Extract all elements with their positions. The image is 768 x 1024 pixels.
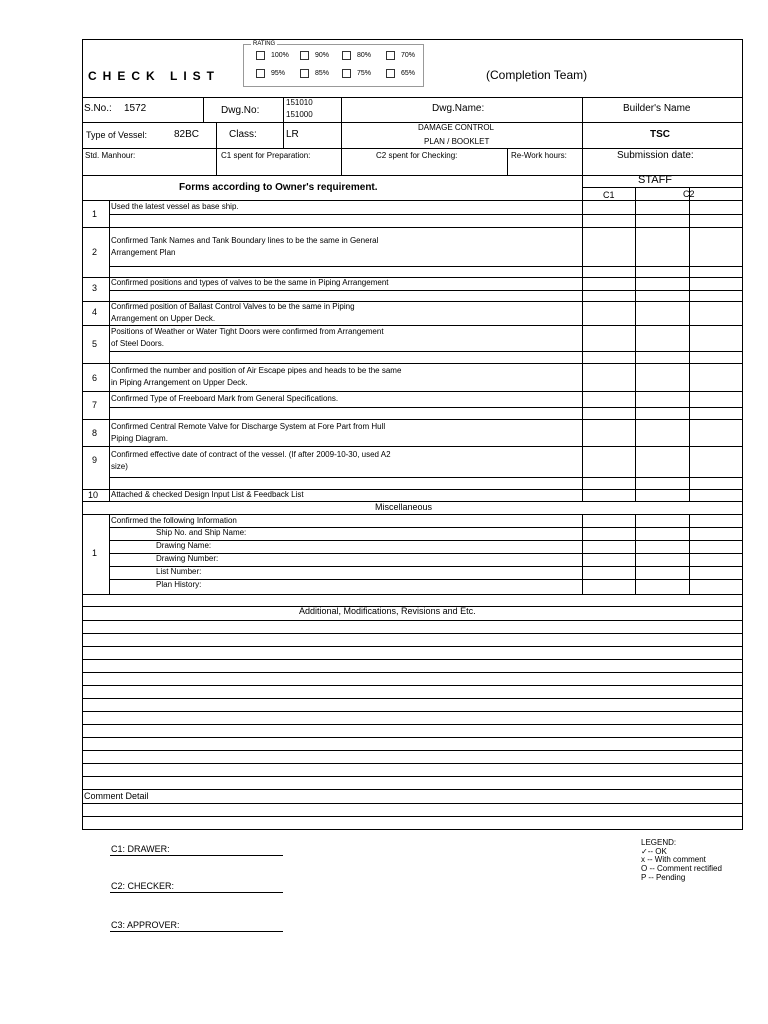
item-number: 8 bbox=[92, 428, 98, 438]
rework-label: Re-Work hours: bbox=[511, 151, 567, 160]
rating-80-checkbox[interactable] bbox=[342, 51, 351, 60]
divider bbox=[283, 97, 284, 122]
divider bbox=[341, 148, 342, 175]
item-number: 6 bbox=[92, 373, 98, 383]
checklist-item-text: Positions of Weather or Water Tight Doors were confirmed from Arrangement bbox=[111, 327, 384, 336]
divider bbox=[82, 659, 743, 660]
checklist-item-text: Confirmed position of Ballast Control Valves to be the same in Piping bbox=[111, 302, 355, 311]
class-label: Class: bbox=[229, 129, 257, 140]
item-number: 9 bbox=[92, 455, 98, 465]
class-value: LR bbox=[286, 129, 299, 140]
misc-subitem: Drawing Number: bbox=[156, 554, 219, 563]
rating-caption: RATING bbox=[253, 41, 276, 47]
checklist-item-text: Confirmed positions and types of valves to be the same in Piping Arrangement bbox=[111, 278, 389, 287]
item-number: 3 bbox=[92, 283, 98, 293]
item-number: 2 bbox=[92, 247, 98, 257]
divider bbox=[82, 763, 743, 764]
rating-90-checkbox[interactable] bbox=[300, 51, 309, 60]
divider bbox=[82, 711, 743, 712]
divider bbox=[82, 750, 743, 751]
checklist-item-text: Confirmed the number and position of Air Escape pipes and heads to be the same bbox=[111, 366, 402, 375]
check-cell-c2[interactable] bbox=[636, 490, 689, 501]
divider bbox=[203, 97, 204, 122]
misc-subitem: Plan History: bbox=[156, 580, 202, 589]
legend-pending: P -- Pending bbox=[641, 873, 686, 882]
check-cell-c2[interactable] bbox=[636, 201, 689, 227]
forms-heading: Forms according to Owner's requirement. bbox=[179, 182, 378, 193]
check-cell-c3[interactable] bbox=[690, 420, 743, 446]
builder-value: TSC bbox=[650, 129, 670, 140]
check-cell-c2[interactable] bbox=[636, 278, 689, 301]
divider bbox=[635, 187, 636, 501]
divider bbox=[283, 122, 284, 148]
divider bbox=[582, 97, 583, 201]
divider bbox=[82, 803, 743, 804]
legend-rectified: O -- Comment rectified bbox=[641, 864, 722, 873]
divider bbox=[82, 672, 743, 673]
check-cell-c1[interactable] bbox=[583, 392, 635, 419]
item-number: 4 bbox=[92, 307, 98, 317]
divider bbox=[109, 200, 110, 501]
comment-label: Comment Detail bbox=[84, 791, 149, 801]
rating-85-label: 85% bbox=[315, 70, 330, 77]
check-cell-c2[interactable] bbox=[636, 392, 689, 419]
check-cell-c1[interactable] bbox=[583, 364, 635, 391]
divider bbox=[82, 737, 743, 738]
staff-label: STAFF bbox=[638, 174, 673, 186]
checklist-item-text: Confirmed Central Remote Valve for Discharge System at Fore Part from Hull bbox=[111, 422, 386, 431]
item-number: 1 bbox=[92, 209, 98, 219]
check-cell-c1[interactable] bbox=[583, 201, 635, 227]
page-subtitle: (Completion Team) bbox=[486, 68, 588, 82]
check-cell-c1[interactable] bbox=[583, 447, 635, 489]
checklist-item-text: Arrangement on Upper Deck. bbox=[111, 314, 216, 323]
misc-subitem: Ship No. and Ship Name: bbox=[156, 528, 247, 537]
divider bbox=[82, 816, 743, 817]
vessel-value: 82BC bbox=[174, 129, 200, 140]
drawer-signature-line[interactable] bbox=[110, 855, 283, 856]
divider bbox=[82, 789, 743, 790]
rating-90-label: 90% bbox=[315, 52, 330, 59]
check-cell-c1[interactable] bbox=[583, 228, 635, 277]
rating-100-label: 100% bbox=[271, 52, 289, 59]
rating-100-checkbox[interactable] bbox=[256, 51, 265, 60]
drawer-label: C1: DRAWER: bbox=[111, 844, 170, 854]
checklist-item-text: Confirmed Type of Freeboard Mark from General Specifications. bbox=[111, 394, 339, 403]
check-cell-c3[interactable] bbox=[690, 228, 743, 277]
check-cell-c3[interactable] bbox=[690, 302, 743, 325]
checklist-item-text: of Steel Doors. bbox=[111, 339, 164, 348]
rating-box bbox=[243, 44, 424, 87]
divider bbox=[82, 646, 743, 647]
rating-95-label: 95% bbox=[271, 70, 286, 77]
checker-label: C2: CHECKER: bbox=[111, 881, 175, 891]
check-cell-c3[interactable] bbox=[690, 447, 743, 489]
c1-column-header: C1 bbox=[603, 190, 615, 200]
divider bbox=[82, 122, 743, 123]
divider bbox=[689, 187, 690, 501]
divider bbox=[109, 579, 743, 580]
checker-signature-line[interactable] bbox=[110, 892, 283, 893]
divider bbox=[82, 685, 743, 686]
divider bbox=[507, 148, 508, 175]
misc-heading: Miscellaneous bbox=[375, 502, 433, 512]
check-cell-c3[interactable] bbox=[690, 326, 743, 363]
c1-spent-label: C1 spent for Preparation: bbox=[221, 151, 311, 160]
checklist-item-text: Piping Diagram. bbox=[111, 434, 168, 443]
rating-95-checkbox[interactable] bbox=[256, 69, 265, 78]
divider bbox=[216, 122, 217, 148]
divider bbox=[82, 724, 743, 725]
divider bbox=[689, 514, 690, 594]
rating-70-checkbox[interactable] bbox=[386, 51, 395, 60]
c2-column-header: C2 bbox=[683, 189, 695, 199]
misc-subitem: List Number: bbox=[156, 567, 202, 576]
divider bbox=[82, 148, 743, 149]
legend-ok: ✓-- OK bbox=[641, 847, 667, 856]
divider bbox=[109, 553, 743, 554]
dwgname-value-2: PLAN / BOOKLET bbox=[424, 137, 490, 146]
divider bbox=[582, 187, 743, 188]
check-cell-c3[interactable] bbox=[690, 364, 743, 391]
rating-65-label: 65% bbox=[401, 70, 416, 77]
dwgname-label: Dwg.Name: bbox=[432, 103, 485, 114]
builder-label: Builder's Name bbox=[623, 103, 691, 114]
check-cell-c3[interactable] bbox=[690, 490, 743, 501]
divider bbox=[341, 97, 342, 148]
divider bbox=[82, 633, 743, 634]
check-cell-c2[interactable] bbox=[636, 447, 689, 489]
check-cell-c2[interactable] bbox=[636, 364, 689, 391]
rating-80-label: 80% bbox=[357, 52, 372, 59]
item-number: 10 bbox=[88, 490, 99, 500]
manhour-label: Std. Manhour: bbox=[85, 151, 136, 160]
check-cell-c3[interactable] bbox=[690, 201, 743, 227]
sno-label: S.No.: bbox=[84, 103, 112, 114]
checklist-item-text: Confirmed effective date of contract of the vessel. (If after 2009-10-30, used A2 bbox=[111, 450, 391, 459]
item-number: 7 bbox=[92, 400, 98, 410]
checklist-item-text: in Piping Arrangement on Upper Deck. bbox=[111, 378, 248, 387]
rating-75-label: 75% bbox=[357, 70, 372, 77]
approver-signature-line[interactable] bbox=[110, 931, 283, 932]
divider bbox=[82, 620, 743, 621]
divider bbox=[216, 148, 217, 175]
divider bbox=[82, 698, 743, 699]
check-cell-c1[interactable] bbox=[583, 326, 635, 363]
check-cell-c3[interactable] bbox=[690, 392, 743, 419]
rating-65-checkbox[interactable] bbox=[386, 69, 395, 78]
submission-label: Submission date: bbox=[617, 150, 694, 161]
rating-75-checkbox[interactable] bbox=[342, 69, 351, 78]
divider bbox=[82, 97, 743, 98]
check-cell-c1[interactable] bbox=[583, 302, 635, 325]
check-cell-c2[interactable] bbox=[636, 228, 689, 277]
checklist-item-text: Used the latest vessel as base ship. bbox=[111, 202, 239, 211]
dwgno-value-1: 151010 bbox=[286, 98, 313, 107]
rating-85-checkbox[interactable] bbox=[300, 69, 309, 78]
divider bbox=[635, 514, 636, 594]
misc-subitem: Drawing Name: bbox=[156, 541, 212, 550]
check-cell-c2[interactable] bbox=[636, 326, 689, 363]
dwgno-label: Dwg.No: bbox=[221, 105, 260, 116]
divider bbox=[82, 776, 743, 777]
check-cell-c3[interactable] bbox=[690, 278, 743, 301]
checklist-item-text: size) bbox=[111, 462, 128, 471]
legend-title: LEGEND: bbox=[641, 838, 677, 847]
rating-70-label: 70% bbox=[401, 52, 416, 59]
divider bbox=[82, 594, 743, 595]
divider bbox=[109, 566, 743, 567]
check-cell-c2[interactable] bbox=[636, 302, 689, 325]
divider bbox=[109, 514, 110, 594]
legend-with-comment: x -- With comment bbox=[641, 855, 706, 864]
divider bbox=[582, 187, 583, 501]
c2-spent-label: C2 spent for Checking: bbox=[376, 151, 458, 160]
divider bbox=[82, 514, 743, 515]
additional-heading: Additional, Modifications, Revisions and Etc. bbox=[299, 606, 476, 616]
dwgname-value-1: DAMAGE CONTROL bbox=[418, 123, 495, 132]
checklist-item-text: Attached & checked Design Input List & Feedback List bbox=[111, 490, 304, 499]
divider bbox=[109, 540, 743, 541]
sno-value: 1572 bbox=[124, 103, 147, 114]
vessel-label: Type of Vessel: bbox=[86, 130, 148, 140]
checklist-item-text: Confirmed Tank Names and Tank Boundary lines to be the same in General bbox=[111, 236, 379, 245]
check-cell-c1[interactable] bbox=[583, 278, 635, 301]
check-cell-c2[interactable] bbox=[636, 420, 689, 446]
dwgno-value-2: 151000 bbox=[286, 110, 313, 119]
check-cell-c1[interactable] bbox=[583, 490, 635, 501]
item-number: 5 bbox=[92, 339, 98, 349]
item-number: 1 bbox=[92, 548, 98, 558]
checklist-item-text: Arrangement Plan bbox=[111, 248, 176, 257]
approver-label: C3: APPROVER: bbox=[111, 920, 180, 930]
checklist-item-text: Confirmed the following Information bbox=[111, 516, 237, 525]
check-cell-c1[interactable] bbox=[583, 420, 635, 446]
divider bbox=[582, 514, 583, 594]
page-title: CHECK LIST bbox=[88, 69, 220, 83]
